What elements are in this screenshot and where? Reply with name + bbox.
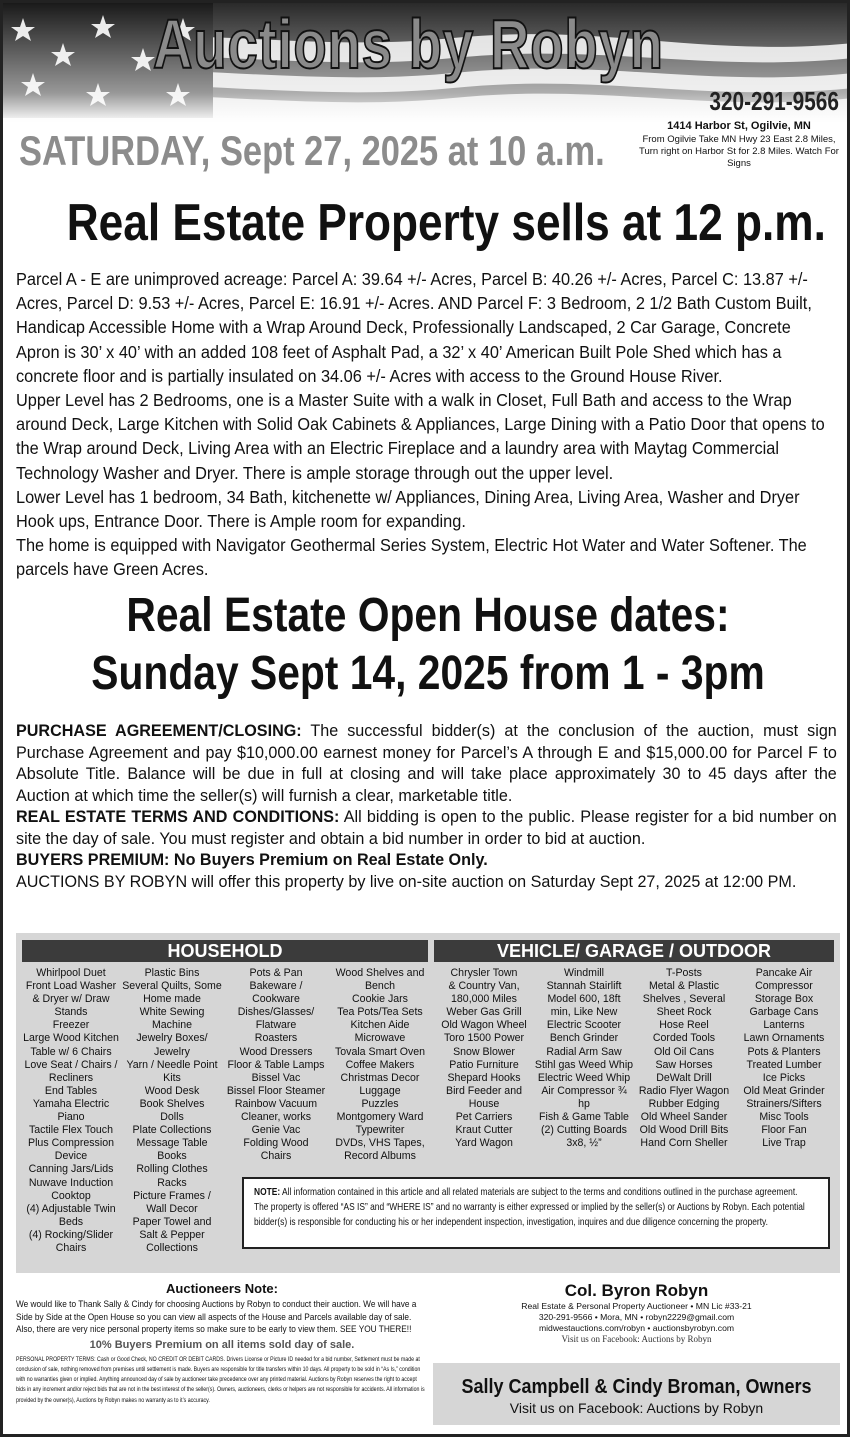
item-line: Stihl gas Weed Whip bbox=[534, 1058, 634, 1071]
item-line: Stannah Stairlift bbox=[546, 980, 622, 993]
item-line: Radial Arm Saw bbox=[546, 1045, 622, 1058]
item-line: Book Shelves bbox=[139, 1097, 205, 1110]
premium-text: BUYERS PREMIUM: No Buyers Premium on Real Estate Only. bbox=[16, 850, 488, 869]
item-line: Bissel Vac bbox=[251, 1071, 301, 1084]
item-line: Message Table bbox=[136, 1137, 208, 1150]
item-line: Genie Vac bbox=[251, 1124, 301, 1137]
item-line: Record Albums bbox=[344, 1150, 416, 1163]
household-column bbox=[328, 967, 432, 1163]
item-line: Montgomery Ward bbox=[336, 1111, 424, 1124]
auctioneers-note bbox=[16, 1281, 428, 1406]
item-line: Yarn / Needle Point bbox=[126, 1058, 218, 1071]
buyers-premium: 10% Buyers Premium on all items sold day of sale. bbox=[89, 1338, 355, 1351]
items-box bbox=[16, 933, 840, 1273]
item-line: Pots & Pan bbox=[249, 967, 303, 979]
item-line: Tovala Smart Oven bbox=[334, 1045, 426, 1058]
household-header: HOUSEHOLD bbox=[22, 940, 428, 962]
note-text: All information contained in this article and all related materials are subject to the terms and conditions outlined in the purchase agreement. The property is offered “AS IS” and “WHERE IS” and no warranty is either expressed or implied by the seller(s) or Auctions by Robyn. Each potential bidder(s) is responsible for conducting his or her independent inspection, investigation, inquires and due diligence concerning the property. bbox=[254, 1186, 805, 1228]
owners-names: Sally Campbell & Cindy Broman, Owners bbox=[461, 1376, 812, 1398]
item-line: Wood Shelves and bbox=[335, 967, 425, 979]
purchase-terms bbox=[16, 720, 837, 806]
description-paragraph: The home is equipped with Navigator Geothermal Series System, Electric Hot Water and Water Softener. The parcels have Green Acres. bbox=[16, 535, 807, 580]
auctioneer-name: Col. Byron Robyn bbox=[564, 1281, 709, 1300]
item-line: Toro 1500 Power bbox=[443, 1032, 525, 1045]
item-line: Compressor bbox=[755, 980, 813, 993]
item-line: T-Posts bbox=[666, 967, 702, 979]
item-line: Dishes/Glasses/ bbox=[237, 1006, 315, 1019]
item-line: Nuwave Induction bbox=[28, 1176, 114, 1189]
open-house-date: Sunday Sept 14, 2025 from 1 - 3pm bbox=[91, 647, 765, 700]
vehicle-header: VEHICLE/ GARAGE / OUTDOOR bbox=[434, 940, 834, 962]
item-line: Jewelry bbox=[154, 1045, 190, 1058]
disclaimer-note bbox=[242, 1177, 830, 1249]
item-line: Several Quilts, Some bbox=[122, 980, 222, 993]
open-house-title: Real Estate Open House dates: bbox=[126, 589, 730, 642]
item-line: Lawn Ornaments bbox=[743, 1032, 825, 1045]
item-line: Picture Frames / bbox=[133, 1189, 211, 1202]
item-line: Misc Tools bbox=[759, 1111, 809, 1124]
description-paragraph: Lower Level has 1 bedroom, 34 Bath, kitchenette w/ Appliances, Dining Area, Living Area, Washer and Dryer Hook ups, Entrance Door. There is Ample room for expanding. bbox=[16, 486, 800, 532]
auction-date: SATURDAY, Sept 27, 2025 at 10 a.m. bbox=[19, 127, 605, 174]
purchase-text: The successful bidder(s) at the conclusion of the auction, must sign Purchase Agreement and pay $10,000.00 earnest money for Parcel’s A through E and $15,000.00 for Parcel F to Absolute Title. Balance will be due in full at closing and will take place approximately 30 to 45 days after the Auction at which time the seller(s) will furnish a clear, marketable title. bbox=[16, 721, 837, 805]
item-line: Tactile Flex Touch bbox=[28, 1124, 113, 1137]
item-line: End Tables bbox=[44, 1084, 98, 1097]
item-line: Treated Lumber bbox=[746, 1058, 822, 1071]
item-line: Jewelry Boxes/ bbox=[136, 1032, 208, 1045]
item-line: Bench Grinder bbox=[549, 1032, 619, 1045]
item-line: Metal & Plastic bbox=[648, 980, 720, 993]
item-line: Chairs bbox=[55, 1241, 87, 1254]
item-line: Folding Wood bbox=[243, 1137, 309, 1150]
item-line: Roasters bbox=[254, 1032, 298, 1045]
item-line: Air Compressor ¾ bbox=[541, 1084, 627, 1097]
property-description bbox=[16, 267, 837, 582]
conditions-label: REAL ESTATE TERMS AND CONDITIONS: bbox=[16, 807, 340, 826]
item-line: Paper Towel and bbox=[132, 1215, 212, 1228]
item-line: Bissel Floor Steamer bbox=[226, 1084, 326, 1097]
item-line: Electric Scooter bbox=[546, 1019, 622, 1032]
auctioneers-note-title: Auctioneers Note: bbox=[166, 1281, 278, 1296]
item-line: Beds bbox=[58, 1215, 84, 1228]
item-line: Bench bbox=[364, 980, 396, 993]
item-line: (4) Adjustable Twin bbox=[26, 1202, 116, 1215]
item-line: Sheet Rock bbox=[656, 1006, 712, 1019]
item-line: Floor & Table Lamps bbox=[227, 1058, 325, 1071]
item-line: Piano bbox=[57, 1111, 85, 1124]
description-paragraph: Parcel A - E are unimproved acreage: Parcel A: 39.64 +/- Acres, Parcel B: 40.26 +/- Acres, Parcel C: 13.87 +/- Acres, Parcel D: 9.53 +/- Acres, Parcel E: 16.91 +/- Acres. AND Parcel F: 3 Bedroom, 2 1/2 Bath Custom Built, Handicap Accessible Home with a Wrap Around Deck, Professionally Landscaped, 2 Car Garage, Concrete Apron is 30’ x 40’ with an added 108 feet of Asphalt Pad, a 32’ x 40’ American Built Pole Shed which has a concrete floor and is partially insulated on 34.06 +/- Acres with access to the Ground House River. bbox=[16, 269, 812, 386]
item-line: Collections bbox=[146, 1241, 198, 1254]
item-line: Plus Compression bbox=[28, 1137, 114, 1150]
item-line: Model 600, 18ft bbox=[547, 993, 621, 1006]
item-line: Live Trap bbox=[762, 1137, 806, 1150]
item-line: Home made bbox=[143, 993, 201, 1006]
item-line: DeWalt Drill bbox=[656, 1071, 712, 1084]
item-line: Freezer bbox=[52, 1019, 90, 1032]
auctioneer-websites: midwestauctions.com/robyn • auctionsbyrobyn.com bbox=[538, 1323, 735, 1333]
item-line: Snow Blower bbox=[453, 1045, 515, 1058]
item-line: Weber Gas Grill bbox=[446, 1006, 522, 1019]
item-line: Cooktop bbox=[51, 1189, 91, 1202]
item-line: Wood Dressers bbox=[239, 1045, 313, 1058]
item-line: Salt & Pepper bbox=[139, 1228, 205, 1241]
conditions-text: All bidding is open to the public. Please register for a bid number on site the day of sale. You must register and obtain a bid number in order to bid at auction. bbox=[16, 807, 837, 848]
item-line: Kits bbox=[163, 1071, 181, 1084]
item-line: Wall Decor bbox=[146, 1202, 198, 1215]
vehicle-column bbox=[534, 967, 634, 1150]
auction-address bbox=[639, 120, 839, 170]
auctioneer-license: Real Estate & Personal Property Auctioneer • MN Lic #33-21 bbox=[521, 1301, 752, 1311]
item-line: White Sewing bbox=[139, 1006, 205, 1019]
conditions-terms bbox=[16, 806, 837, 849]
item-line: Yard Wagon bbox=[455, 1137, 513, 1150]
item-line: hp bbox=[578, 1097, 590, 1110]
item-line: Pet Carriers bbox=[455, 1111, 513, 1124]
item-line: Dolls bbox=[160, 1111, 184, 1124]
item-line: Garbage Cans bbox=[749, 1006, 819, 1019]
personal-property-terms: PERSONAL PROPERTY TERMS: Cash or Good Check, NO CREDIT OR DEBIT CARDS. Drivers License or Picture ID needed for a bid number, Settlement must be made at conclusion of sale, nothing removed from premises until settlement is made. Buyers are responsible for title transfers within 10 days. All property to be sold in “As Is,” condition with no warranties given or implied. Anything announced day of sale by auctioneer take precedence over any printed material. Auctions by Robyn reserves the right to accept bids in any increment and/or reject bids that are not in the best interest of the seller(s). Owners, auctioneers, clerks or helpers are not responsible for accidents. All information is provided by the owner(s), Auctions by Robyn makes no warranty as to it’s accuracy. bbox=[16, 1355, 425, 1404]
real-estate-headline: Real Estate Property sells at 12 p.m. bbox=[66, 194, 826, 252]
item-line: Electric Weed Whip bbox=[537, 1071, 631, 1084]
item-line: DVDs, VHS Tapes, bbox=[335, 1137, 425, 1150]
item-line: Plate Collections bbox=[132, 1124, 212, 1137]
item-line: & Country Van, bbox=[448, 980, 520, 993]
item-line: Lanterns bbox=[763, 1019, 805, 1032]
item-line: & Dryer w/ Draw bbox=[32, 993, 110, 1006]
item-line: Fish & Game Table bbox=[539, 1111, 629, 1124]
item-line: Pots & Planters bbox=[747, 1045, 821, 1058]
item-line: Windmill bbox=[563, 967, 605, 979]
item-line: Corded Tools bbox=[652, 1032, 716, 1045]
item-line: Luggage bbox=[359, 1084, 401, 1097]
note-label: NOTE: bbox=[254, 1186, 281, 1198]
closing-terms: AUCTIONS BY ROBYN will offer this property by live on-site auction on Saturday Sept 27, 2025 at 12:00 PM. bbox=[16, 871, 797, 891]
item-line: Plastic Bins bbox=[144, 967, 200, 979]
item-line: Racks bbox=[157, 1176, 187, 1189]
item-line: Chrysler Town bbox=[450, 967, 518, 979]
item-line: Books bbox=[157, 1150, 187, 1163]
item-line: Shepard Hooks bbox=[447, 1071, 521, 1084]
household-column bbox=[16, 967, 126, 1255]
household-column bbox=[120, 967, 224, 1255]
item-line: Radio Flyer Wagon bbox=[638, 1084, 730, 1097]
item-line: Rubber Edging bbox=[648, 1097, 720, 1110]
item-line: (2) Cutting Boards bbox=[541, 1124, 627, 1137]
vehicle-column bbox=[634, 967, 734, 1150]
auctioneer-facebook: Visit us on Facebook: Auctions by Robyn bbox=[561, 1334, 712, 1344]
item-line: Recliners bbox=[48, 1071, 94, 1084]
item-line: 180,000 Miles bbox=[451, 993, 517, 1006]
item-line: Bird Feeder and bbox=[446, 1084, 522, 1097]
item-line: Floor Fan bbox=[761, 1124, 807, 1137]
item-line: Chairs bbox=[260, 1150, 292, 1163]
owners-box bbox=[433, 1363, 840, 1425]
item-line: Coffee Makers bbox=[345, 1058, 415, 1071]
auctioneers-note-text: We would like to Thank Sally & Cindy for choosing Auctions by Robyn to conduct their auction. We will have a Side by Side at the Open House so you can view all aspects of the House and Parcels available day of sale. Also, there are very nice personal property items so make sure to be early to view them. SEE YOU THERE!! bbox=[16, 1299, 417, 1334]
directions: From Ogilvie Take MN Hwy 23 East 2.8 Miles, Turn right on Harbor St for 2.8 Miles. Watch For Signs bbox=[639, 134, 839, 169]
owners-facebook: Visit us on Facebook: Auctions by Robyn bbox=[509, 1400, 764, 1416]
item-line: Hand Corn Sheller bbox=[640, 1137, 728, 1150]
auctioneer-phone-email: 320-291-9566 • Mora, MN • robyn2229@gmail.com bbox=[538, 1312, 735, 1322]
item-line: Flatware bbox=[255, 1019, 297, 1032]
item-line: Puzzles bbox=[361, 1097, 399, 1110]
item-line: Old Meat Grinder bbox=[743, 1084, 825, 1097]
premium-terms bbox=[16, 849, 837, 871]
item-line: Ice Picks bbox=[762, 1071, 806, 1084]
item-line: Kraut Cutter bbox=[455, 1124, 513, 1137]
item-line: House bbox=[468, 1097, 500, 1110]
item-line: Device bbox=[54, 1150, 88, 1163]
household-column bbox=[224, 967, 328, 1163]
item-line: Table w/ 6 Chairs bbox=[30, 1045, 112, 1058]
item-line: Old Wood Drill Bits bbox=[639, 1124, 729, 1137]
item-line: Cookware bbox=[252, 993, 300, 1006]
item-line: Pancake Air bbox=[755, 967, 813, 979]
item-line: Whirlpool Duet bbox=[36, 967, 106, 979]
item-line: Cleaner, works bbox=[240, 1111, 312, 1124]
item-line: Typewriter bbox=[355, 1124, 405, 1137]
purchase-label: PURCHASE AGREEMENT/CLOSING: bbox=[16, 721, 302, 740]
item-line: Wood Desk bbox=[144, 1084, 200, 1097]
item-line: Christmas Decor bbox=[340, 1071, 420, 1084]
item-line: Storage Box bbox=[754, 993, 814, 1006]
item-line: Strainers/Sifters bbox=[746, 1097, 822, 1110]
item-line: Cookie Jars bbox=[352, 993, 408, 1006]
item-line: Tea Pots/Tea Sets bbox=[337, 1006, 423, 1019]
vehicle-column bbox=[434, 967, 534, 1150]
item-line: Microwave bbox=[354, 1032, 406, 1045]
item-line: Machine bbox=[151, 1019, 193, 1032]
item-line: Yamaha Electric bbox=[32, 1097, 110, 1110]
item-line: Old Wagon Wheel bbox=[441, 1019, 527, 1032]
item-line: Bakeware / bbox=[249, 980, 303, 993]
item-line: Saw Horses bbox=[655, 1058, 713, 1071]
item-line: Old Wheel Sander bbox=[640, 1111, 728, 1124]
item-line: Patio Furniture bbox=[449, 1058, 519, 1071]
item-line: (4) Rocking/Slider bbox=[28, 1228, 114, 1241]
auctioneer-contact bbox=[433, 1281, 840, 1345]
item-line: Front Load Washer bbox=[25, 980, 117, 993]
item-line: Shelves , Several bbox=[642, 993, 726, 1006]
vehicle-column bbox=[734, 967, 834, 1150]
item-line: Canning Jars/Lids bbox=[28, 1163, 114, 1176]
terms-section bbox=[16, 720, 837, 892]
item-line: Rainbow Vacuum bbox=[234, 1097, 318, 1110]
item-line: Old Oil Cans bbox=[653, 1045, 715, 1058]
item-line: min, Like New bbox=[550, 1006, 618, 1019]
item-line: Stands bbox=[54, 1006, 88, 1019]
brand-logo: Auctions by Robyn bbox=[153, 5, 664, 83]
header-banner bbox=[3, 3, 850, 123]
item-line: Love Seat / Chairs / bbox=[24, 1058, 118, 1071]
item-line: Hose Reel bbox=[659, 1019, 709, 1032]
item-line: 3x8, ½” bbox=[566, 1137, 602, 1150]
item-line: Kitchen Aide bbox=[350, 1019, 410, 1032]
header-phone: 320-291-9566 bbox=[709, 86, 839, 116]
street-address: 1414 Harbor St, Ogilvie, MN bbox=[667, 120, 811, 132]
item-line: Large Wood Kitchen bbox=[23, 1032, 119, 1045]
description-paragraph: Upper Level has 2 Bedrooms, one is a Master Suite with a walk in Closet, Full Bath and access to the Wrap around Deck, Large Kitchen with Solid Oak Cabinets & Appliances, Large Dining with a Patio Door that opens to the Wrap around Deck, Living Area with an Electric Fireplace and a laundry area with Maytag Commercial Technology Washer and Dryer. There is ample storage through out the upper level. bbox=[16, 390, 825, 483]
item-line: Rolling Clothes bbox=[136, 1163, 208, 1176]
